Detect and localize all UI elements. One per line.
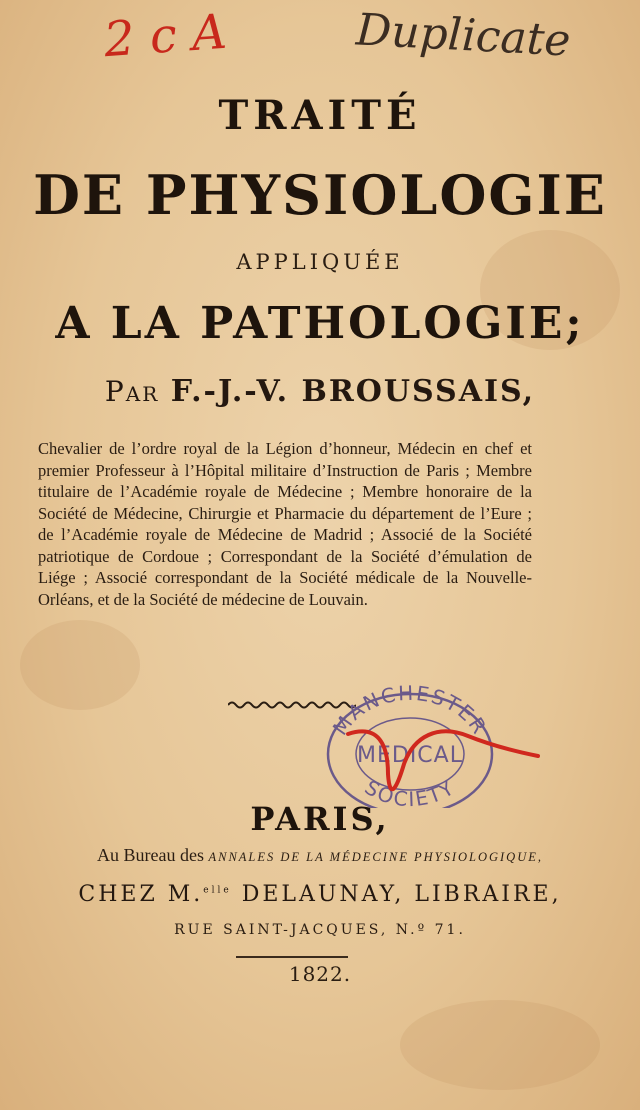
publisher-post: DELAUNAY, LIBRAIRE,: [231, 882, 562, 907]
publisher-sup: elle: [203, 885, 232, 896]
handwritten-shelfmark: 2 c A: [102, 3, 229, 69]
publisher-pre: CHEZ M.: [78, 882, 204, 907]
title-line-2: DE PHYSIOLOGIE: [33, 163, 607, 227]
imprint-bureau: [0, 845, 640, 866]
library-stamp: [318, 684, 542, 808]
imprint-place: PARIS,: [250, 800, 390, 838]
handwritten-note: Duplicate: [354, 4, 572, 67]
author-credentials: Chevalier de l’ordre royal de la Légion d’honneur, Médecin en chef et premier Professeur à l’Hôpital militaire d’Instruction de Paris ; Membre titulaire de l’Académie royale de Médecine ; Membre honoraire de la Société de Médecine, Chirurgie et Pharmacie du département de l’Eure ; de l’Académie royale de Médecine de Madrid ; Associé de la Société patriotique de Cordoue ; Correspondant de la Société d’émulation de Liége ; Associé correspondant de la Société médicale de la Nouvelle-Orléans, et de la Société de médecine de Louvain.: [38, 439, 532, 609]
imprint-year: 1822.: [288, 962, 352, 986]
journal-name: ANNALES DE LA MÉDECINE PHYSIOLOGIQUE,: [208, 850, 543, 864]
title-line-4: A LA PATHOLOGIE;: [55, 298, 585, 349]
title-line-1: TRAITÉ: [218, 92, 422, 139]
imprint-address: RUE SAINT-JACQUES, N.º 71.: [174, 922, 466, 938]
stamp-bottom-text: SOCIETY: [360, 775, 460, 808]
paper-stain: [400, 1000, 600, 1090]
stamp-top-text: MANCHESTER: [327, 684, 493, 740]
stamp-middle-text: MEDICAL: [357, 743, 463, 768]
bureau-prefix: Au Bureau des: [96, 845, 204, 865]
author-line: [0, 374, 640, 409]
author-name: F.-J.-V. BROUSSAIS,: [170, 374, 536, 409]
paper-stain: [20, 620, 140, 710]
imprint-publisher: [0, 882, 640, 907]
title-line-3: APPLIQUÉE: [236, 250, 404, 274]
author-prefix: Par: [104, 375, 160, 408]
divider-rule: [236, 956, 348, 958]
